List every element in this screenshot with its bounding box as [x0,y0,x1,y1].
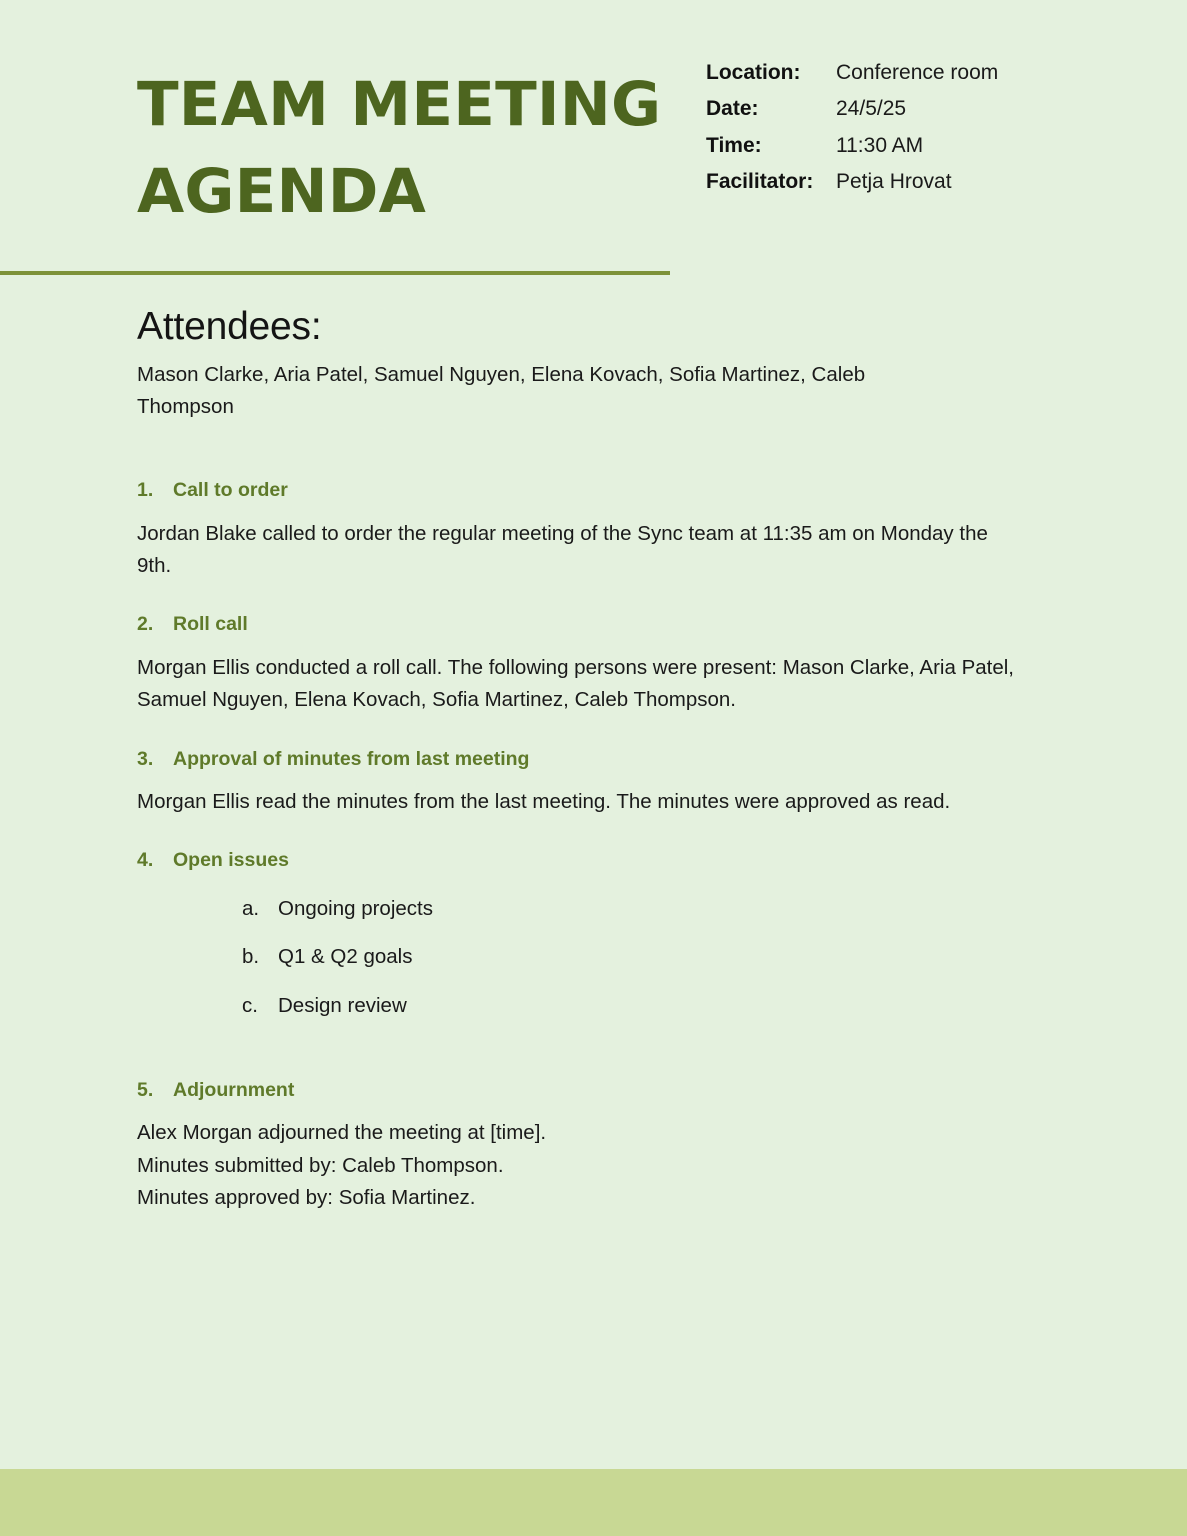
document-body [137,305,1022,1244]
header-divider [0,271,670,275]
agenda-item-4-heading [137,848,1022,873]
agenda-item-1-number: 1. [137,479,154,502]
location-label: Location: [706,61,801,84]
sublist-item-b [137,942,1022,973]
facilitator-value: Petja Hrovat [836,170,952,194]
sublist-item-a [137,894,1022,925]
sublist-item-c [137,991,1022,1022]
agenda-item-5-line-2: Minutes submitted by: Caleb Thompson. [137,1153,504,1177]
agenda-item-3 [137,747,1022,819]
agenda-item-2-heading [137,612,1022,637]
agenda-list [137,478,1022,1214]
time-value: 11:30 AM [836,133,924,157]
agenda-item-2-number: 2. [137,613,154,636]
attendees-heading: Attendees: [137,305,322,348]
attendees-list: Mason Clarke, Aria Patel, Samuel Nguyen, Elena Kovach, Sofia Martinez, Caleb Thompson [137,362,866,418]
date-label: Date: [706,97,759,121]
agenda-item-5-number: 5. [137,1078,154,1101]
meta-row-location [706,58,1126,88]
agenda-item-4-sublist [137,894,1022,1022]
sublist-item-b-marker: b. [242,945,260,969]
sublist-item-c-text: Design review [278,994,407,1018]
agenda-item-2-title: Roll call [173,613,248,636]
agenda-item-2-body: Morgan Ellis conducted a roll call. The following persons were present: Mason Clarke, Aria Patel, Samuel Nguyen, Elena Kovach, Sofia Martinez, Caleb Thompson. [137,655,1014,712]
agenda-item-5-line-3: Minutes approved by: Sofia Martinez. [137,1185,476,1209]
facilitator-label: Facilitator: [706,170,814,194]
agenda-item-1-body: Jordan Blake called to order the regular meeting of the Sync team at 11:35 am on Monday the 9th. [137,521,988,578]
footer-bar [0,1469,1187,1536]
agenda-item-1 [137,478,1022,582]
location-value: Conference room [836,61,999,84]
sublist-item-b-text: Q1 & Q2 goals [278,945,413,969]
agenda-item-4 [137,848,1022,1048]
meta-row-date [706,94,1126,124]
agenda-item-2 [137,612,1022,716]
sublist-item-c-marker: c. [242,994,258,1018]
agenda-item-1-heading [137,478,1022,503]
meeting-metadata [706,58,1126,204]
time-label: Time: [706,133,762,157]
agenda-item-5-heading [137,1078,1022,1103]
meta-row-time [706,131,1126,161]
sublist-item-a-text: Ongoing projects [278,896,433,920]
agenda-item-3-number: 3. [137,747,154,770]
meta-row-facilitator [706,167,1126,197]
date-value: 24/5/25 [836,97,907,121]
agenda-item-5-line-1: Alex Morgan adjourned the meeting at [time]. [137,1121,547,1145]
agenda-item-3-heading [137,747,1022,772]
agenda-item-4-number: 4. [137,849,154,872]
agenda-item-3-body: Morgan Ellis read the minutes from the last meeting. The minutes were approved as read. [137,789,951,813]
agenda-item-5 [137,1078,1022,1214]
page-title: TEAM MEETING AGENDA [137,69,662,227]
agenda-item-1-title: Call to order [173,479,288,502]
agenda-item-5-title: Adjournment [173,1078,295,1101]
sublist-item-a-marker: a. [242,896,260,920]
agenda-item-4-title: Open issues [173,849,289,872]
agenda-item-3-title: Approval of minutes from last meeting [173,747,530,770]
document-header [0,0,1187,275]
